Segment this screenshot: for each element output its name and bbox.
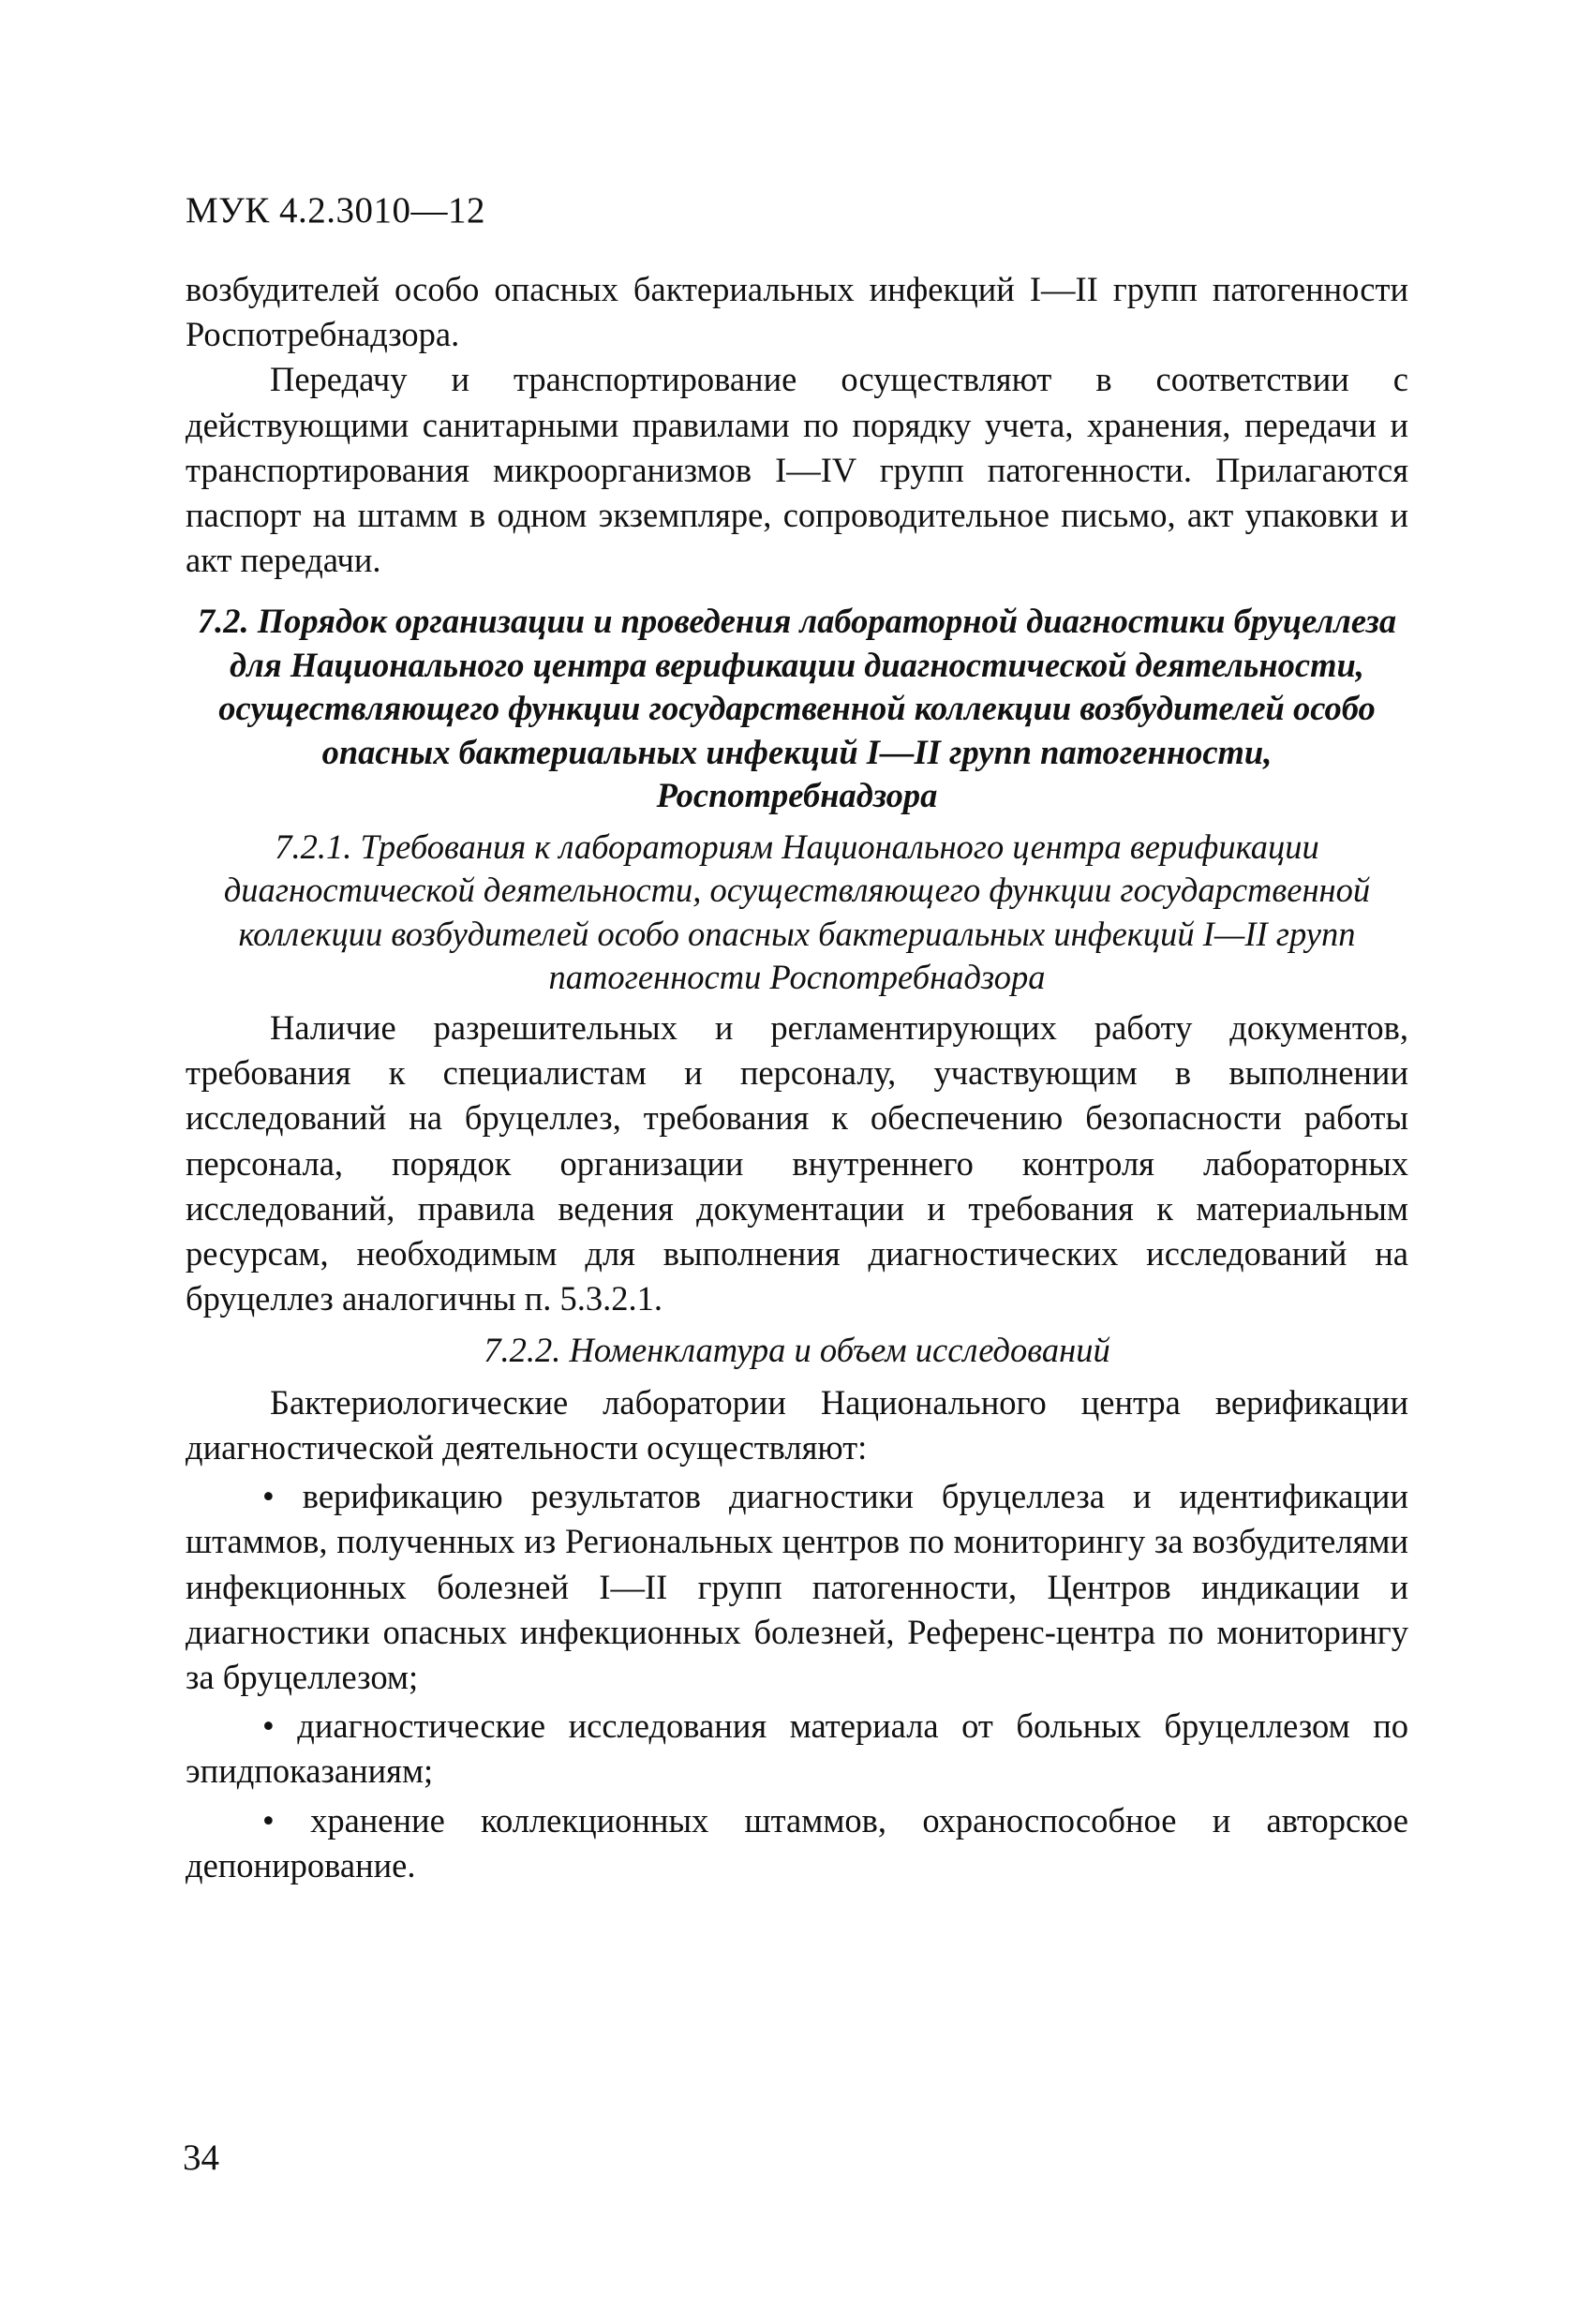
bullet-item-storage: • хранение коллекционных штаммов, охраноспособное и авторское депонирование. bbox=[186, 1800, 1408, 1885]
paragraph-labs-intro: Бактериологические лаборатории Национального центра верификации диагностической деятельности осуществляют: bbox=[186, 1382, 1408, 1467]
paragraph-transfer: Передачу и транспортирование осуществляют в соответствии с действующими санитарными правилами по порядку учета, хранения, передачи и транспортирования микроорганизмов I—IV групп патогенности. Прилагаются паспорт на штамм в одном экземпляре, сопроводительное письмо, акт упаковки и акт передачи. bbox=[186, 360, 1408, 580]
section-7-2-2-heading: 7.2.2. Номенклатура и объем исследований bbox=[484, 1331, 1110, 1370]
bullet-item-diagnostics: • диагностические исследования материала от больных бруцеллезом по эпидпоказаниям; bbox=[186, 1706, 1408, 1791]
section-7-2-1-heading: 7.2.1. Требования к лабораториям Национального центра верификации диагностической деятельности, осуществляющего функции государственной коллекции возбудителей особо опасных бактериальных инфекций I—II групп патогенности Роспотребнадзора bbox=[223, 827, 1371, 997]
page-number: 34 bbox=[183, 2138, 219, 2178]
section-7-2-heading: 7.2. Порядок организации и проведения лабораторной диагностики бруцеллеза для Национального центра верификации диагностической деятельности, осуществляющего функции государственной коллекции возбудителей особо опасных бактериальных инфекций I—II групп патогенности, Роспотребнадзора bbox=[197, 602, 1397, 815]
paragraph-continuation: возбудителей особо опасных бактериальных инфекций I—II групп патогенности Роспотребнадзора. bbox=[186, 270, 1408, 354]
page-content bbox=[186, 267, 1408, 1888]
document-code-header: МУК 4.2.3010—12 bbox=[186, 190, 486, 231]
paragraph-requirements: Наличие разрешительных и регламентирующих работу документов, требования к специалистам и персоналу, участвующим в выполнении исследований на бруцеллез, требования к обеспечению безопасности работы персонала, порядок организации внутреннего контроля лабораторных исследований, правила ведения документации и требования к материальным ресурсам, необходимым для выполнения диагностических исследований на бруцеллез аналогичны п. 5.3.2.1. bbox=[186, 1007, 1408, 1318]
bullet-item-verification: • верификацию результатов диагностики бруцеллеза и идентификации штаммов, полученных из Региональных центров по мониторингу за возбудителями инфекционных болезней I—II групп патогенности, Центров индикации и диагностики опасных инфекционных болезней, Референс-центра по мониторингу за бруцеллезом; bbox=[186, 1477, 1408, 1697]
